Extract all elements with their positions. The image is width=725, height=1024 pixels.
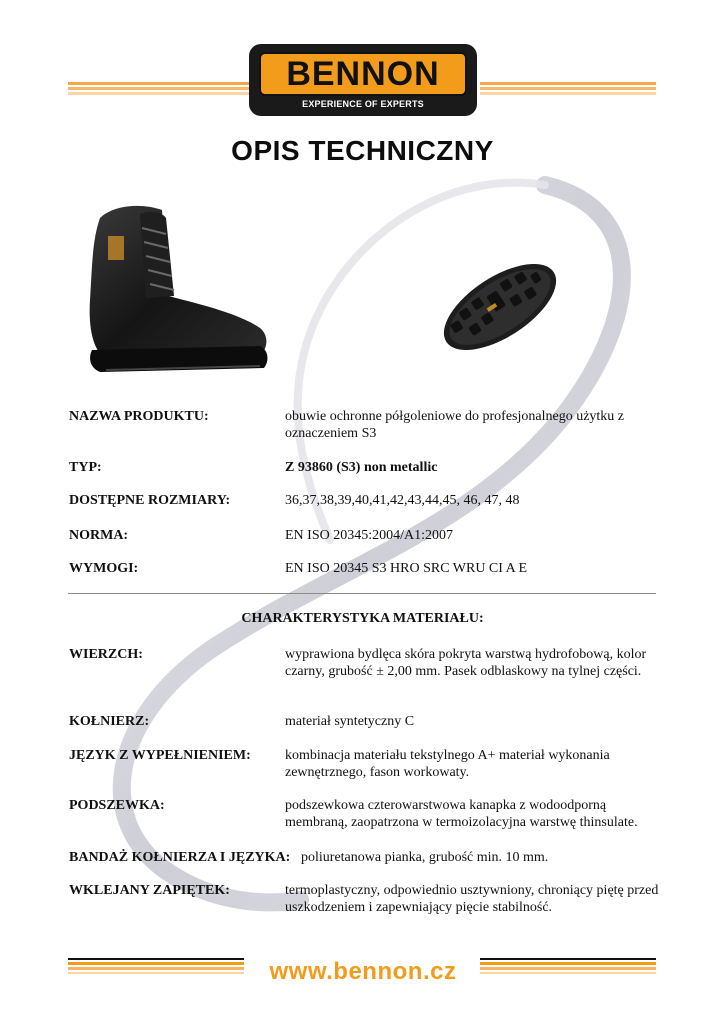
footer-stripes-left	[68, 958, 244, 976]
brand-name: BENNON	[286, 54, 440, 93]
material-value: wyprawiona bydlęca skóra pokryta warstwą hydrofobową, kolor czarny, grubość ± 2,00 mm. Pasek odblaskowy na tylnej części.	[285, 647, 647, 679]
material-label: WKLEJANY ZAPIĘTEK:	[69, 883, 230, 898]
spec-value: obuwie ochronne półgoleniowe do profesjonalnego użytku z oznaczeniem S3	[285, 409, 625, 441]
material-value: podszewkowa czterowarstwowa kanapka z wodoodporną membraną, zaopatrzona w termoizolacyjna warstwę thinsulate.	[285, 798, 638, 830]
spec-value: EN ISO 20345:2004/A1:2007	[285, 528, 453, 543]
footer-website-link[interactable]: www.bennon.cz	[269, 958, 457, 985]
material-label: KOŁNIERZ:	[69, 714, 150, 729]
document-title: OPIS TECHNICZNY	[231, 135, 494, 166]
sole-photo	[430, 245, 570, 370]
boot-photo	[70, 200, 280, 380]
spec-label: NORMA:	[69, 528, 129, 543]
header-stripes-right	[480, 82, 656, 96]
material-value: kombinacja materiału tekstylnego A+ materiał wykonania zewnętrznego, fason workowaty.	[285, 748, 610, 780]
material-label: JĘZYK Z WYPEŁNIENIEM:	[69, 748, 251, 763]
material-label: BANDAŻ KOŁNIERZA I JĘZYKA:	[69, 850, 291, 865]
material-label: WIERZCH:	[69, 647, 143, 662]
spec-value: EN ISO 20345 S3 HRO SRC WRU CI A E	[285, 561, 528, 576]
spec-label: WYMOGI:	[69, 561, 139, 576]
footer-stripes-right	[480, 958, 656, 976]
material-value: termoplastyczny, odpowiednio usztywniony, chroniący piętę przed uszkodzeniem i zapewniający pięcie stabilność.	[285, 883, 659, 915]
material-label: PODSZEWKA:	[69, 798, 165, 813]
material-value: materiał syntetyczny C	[285, 714, 415, 729]
material-value: poliuretanowa pianka, grubość min. 10 mm.	[301, 850, 549, 865]
brand-tagline: EXPERIENCE OF EXPERTS	[302, 99, 424, 109]
spec-value: 36,37,38,39,40,41,42,43,44,45, 46, 47, 48	[285, 493, 520, 508]
spec-label: TYP:	[69, 460, 102, 475]
spec-value: Z 93860 (S3) non metallic	[285, 460, 438, 475]
brand-logo	[249, 44, 477, 116]
section-divider	[68, 593, 656, 594]
material-section-title: CHARAKTERYSTYKA MATERIAŁU:	[241, 611, 484, 626]
spec-label: DOSTĘPNE ROZMIARY:	[69, 493, 231, 508]
spec-label: NAZWA PRODUKTU:	[69, 409, 209, 424]
